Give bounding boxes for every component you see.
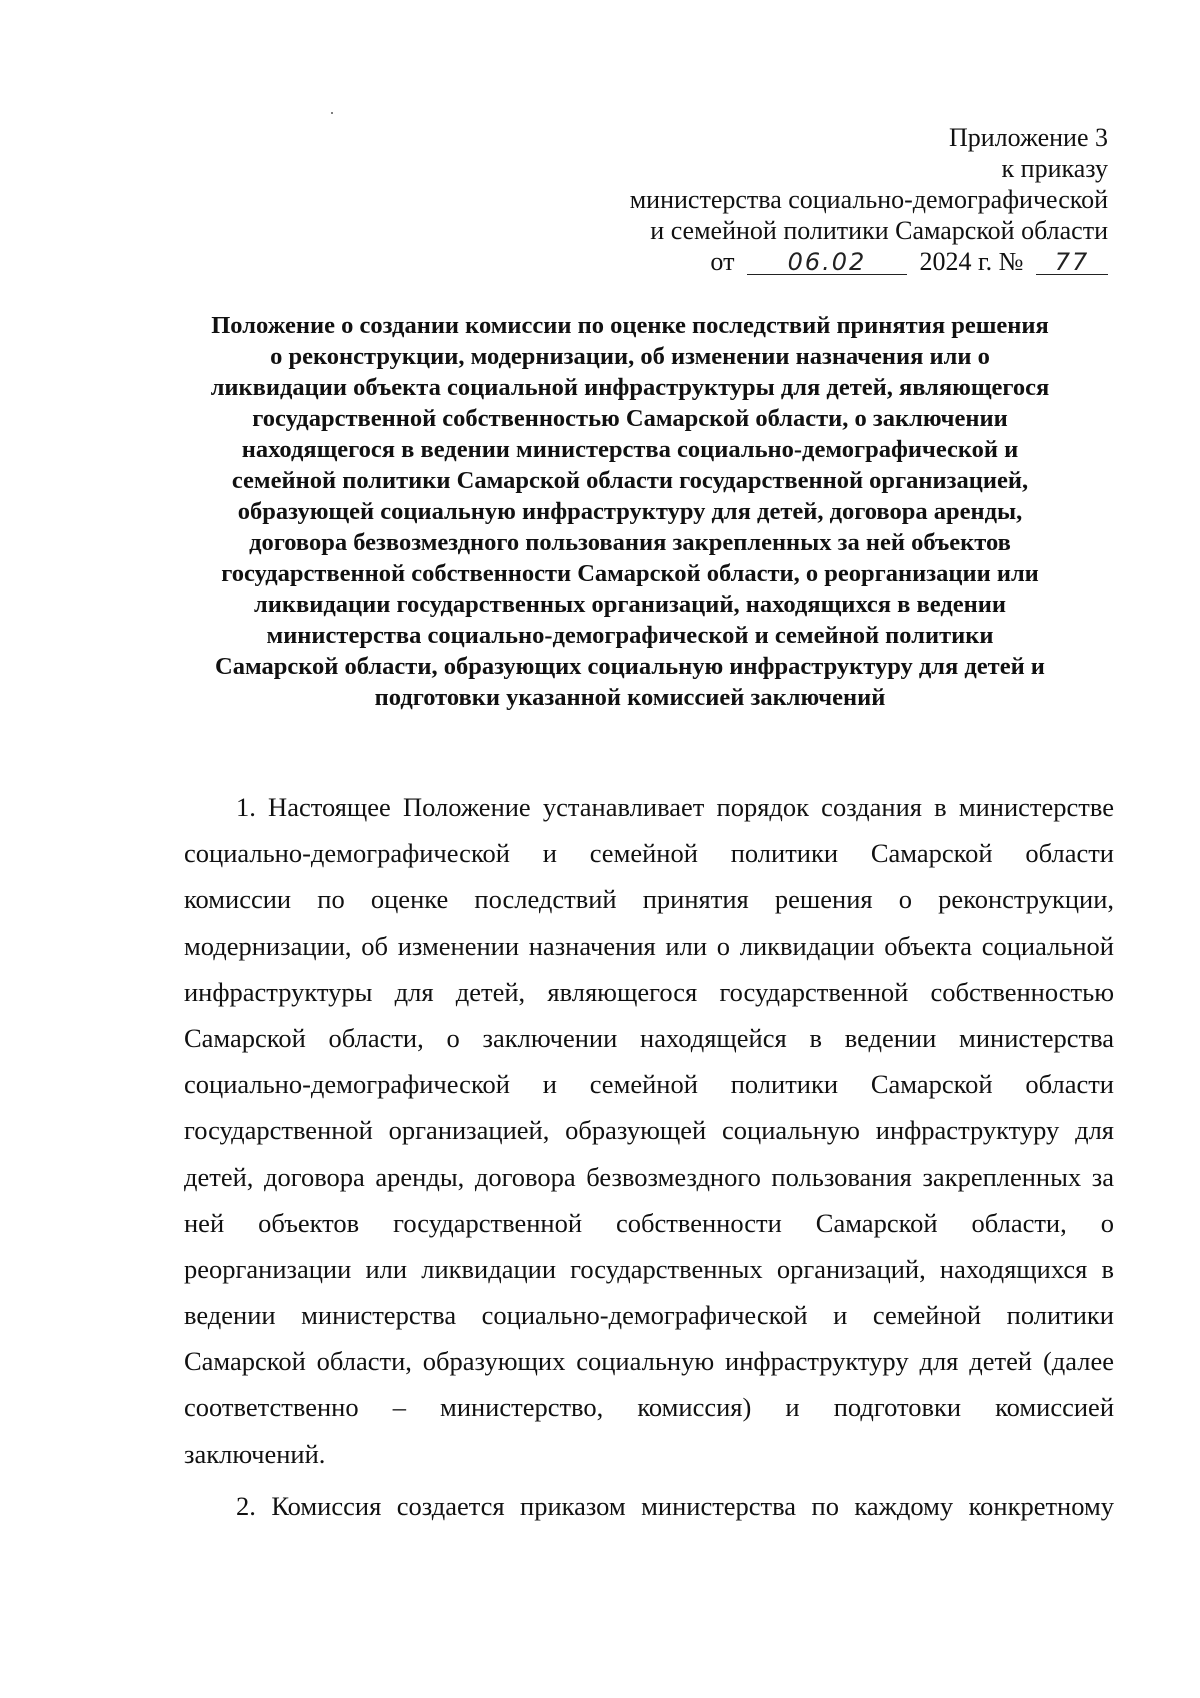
title-line: государственной собственности Самарской области, о реорганизации или (221, 560, 1039, 587)
paragraph-line: соответственно – министерство, комиссия) и подготовки комиссией (184, 1392, 1114, 1423)
title-line: о реконструкции, модернизации, об изменении назначения или о (270, 343, 990, 370)
document-title (150, 310, 1110, 713)
title-line: Самарской области, образующих социальную инфраструктуру для детей и (215, 653, 1045, 680)
order-year: 2024 г. № (919, 247, 1024, 276)
document-body (184, 784, 1114, 1529)
title-line: министерства социально-демографической и семейной политики (266, 622, 994, 649)
paragraph-line: инфраструктуры для детей, являющегося государственной собственностью (184, 976, 1114, 1007)
paragraph-line: Самарской области, о заключении находящейся в ведении министерства (184, 1022, 1114, 1053)
paragraph-line: модернизации, об изменении назначения или о ликвидации объекта социальной (184, 930, 1114, 961)
paragraph-line: детей, договора аренды, договора безвозмездного пользования закрепленных за (184, 1161, 1114, 1192)
appendix-number: Приложение 3 (948, 123, 1108, 152)
scan-speck (331, 112, 333, 114)
paragraph-line: государственной организацией, образующей социальную инфраструктуру для (184, 1115, 1114, 1146)
paragraph-line: ведении министерства социально-демографической и семейной политики (184, 1300, 1114, 1331)
appendix-ministry-cont: и семейной политики Самарской области (650, 216, 1108, 245)
title-line: подготовки указанной комиссией заключений (374, 684, 886, 711)
order-date-handwritten: 06.02 (747, 250, 907, 275)
title-line: находящегося в ведении министерства социально-демографической и (241, 436, 1019, 463)
order-number-handwritten: 77 (1036, 250, 1108, 275)
paragraph-2 (184, 1483, 1114, 1529)
paragraph-line: социально-демографической и семейной политики Самарской области (184, 838, 1114, 869)
title-line: государственной собственностью Самарской области, о заключении (252, 405, 1008, 432)
appendix-to-order: к приказу (1001, 154, 1108, 183)
title-line: договора безвозмездного пользования закрепленных за ней объектов (249, 529, 1011, 556)
title-line: Положение о создании комиссии по оценке последствий принятия решения (211, 312, 1049, 339)
paragraph-line: 2. Комиссия создается приказом министерства по каждому конкретному (236, 1490, 1114, 1521)
title-line: образующей социальную инфраструктуру для детей, договора аренды, (237, 498, 1023, 525)
order-date-number (408, 246, 1108, 277)
paragraph-line: реорганизации или ликвидации государственных организаций, находящихся в (184, 1253, 1114, 1284)
paragraph-line: 1. Настоящее Положение устанавливает порядок создания в министерстве (236, 792, 1114, 822)
paragraph-line: Самарской области, образующих социальную инфраструктуру для детей (далее (184, 1346, 1114, 1377)
paragraph-line: социально-демографической и семейной политики Самарской области (184, 1069, 1114, 1100)
paragraph-1 (184, 784, 1114, 1477)
title-line: семейной политики Самарской области государственной организацией, (231, 467, 1029, 494)
order-prefix: от (710, 247, 735, 276)
paragraph-line: комиссии по оценке последствий принятия решения о реконструкции, (184, 884, 1114, 915)
title-line: ликвидации государственных организаций, находящихся в ведении (254, 591, 1006, 618)
appendix-ministry: министерства социально-демографической (629, 185, 1108, 214)
paragraph-line: заключений. (184, 1438, 326, 1469)
paragraph-line: ней объектов государственной собственности Самарской области, о (184, 1207, 1114, 1238)
title-line: ликвидации объекта социальной инфраструктуры для детей, являющегося (210, 374, 1050, 401)
appendix-header (408, 122, 1108, 277)
